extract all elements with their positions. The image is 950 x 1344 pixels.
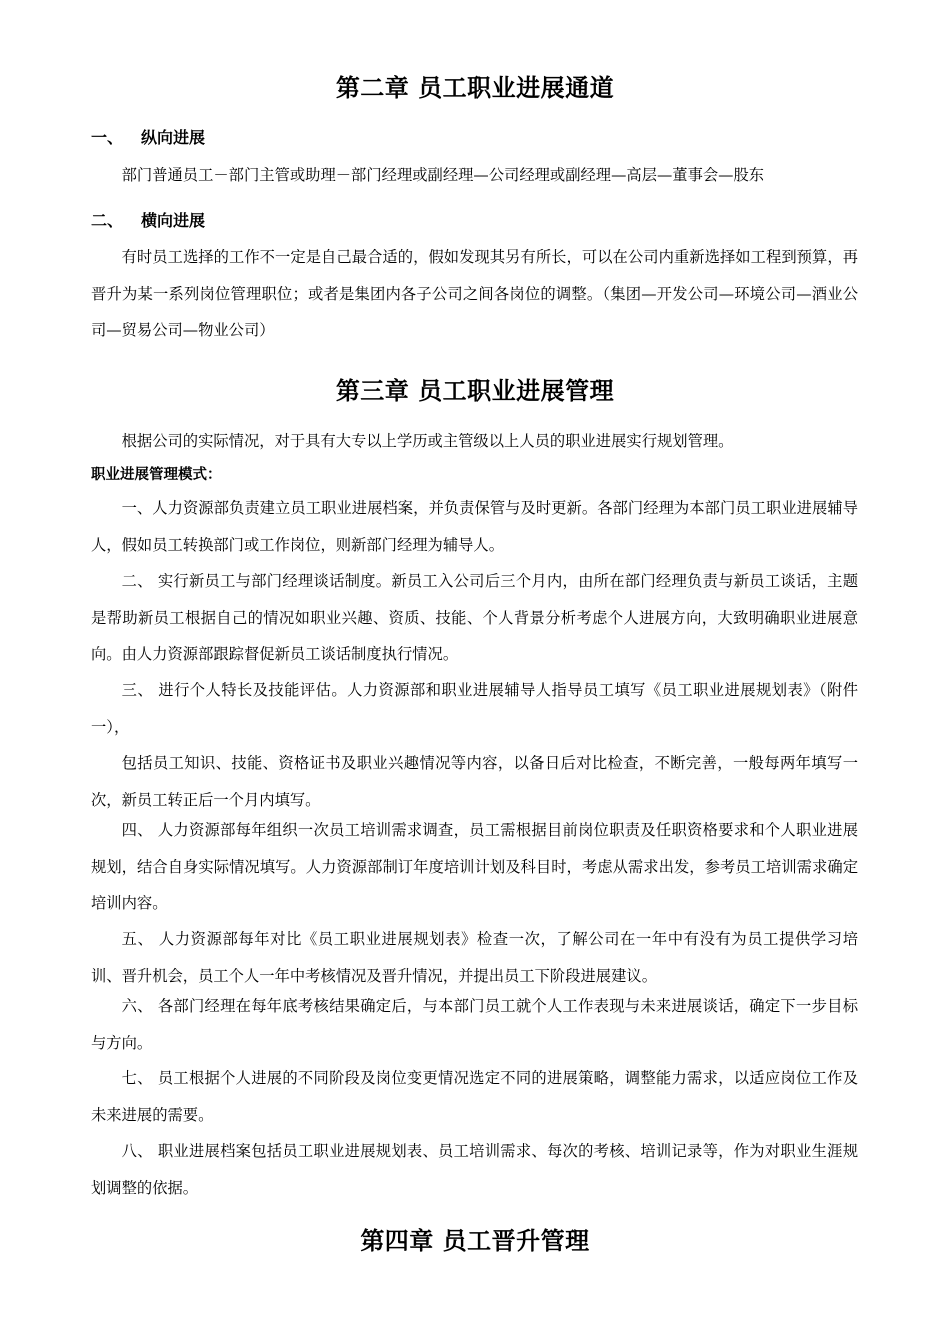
item-8: 八、 职业进展档案包括员工职业进展规划表、员工培训需求、每次的考核、培训记录等，作为对职业生涯规划调整的依据。 [91, 1142, 858, 1197]
section-2-number: 二、 [91, 211, 124, 230]
management-mode-label: 职业进展管理模式： [91, 466, 222, 483]
item-7: 七、 员工根据个人进展的不同阶段及岗位变更情况选定不同的进展策略，调整能力需求，以适应岗位工作及未来进展的需要。 [91, 1069, 858, 1124]
chapter-4-title: 第四章 员工晋升管理 [360, 1226, 590, 1255]
item-5: 五、 人力资源部每年对比《员工职业进展规划表》检查一次，了解公司在一年中有没有为员工提供学习培训、晋升机会，员工个人一年中考核情况及晋升情况，并提出员工下阶段进展建议。 [91, 930, 858, 985]
section-2-text: 有时员工选择的工作不一定是自己最合适的，假如发现其另有所长，可以在公司内重新选择如工程到预算，再晋升为某一系列岗位管理职位；或者是集团内各子公司之间各岗位的调整。（集团—开发公司—环境公司—酒业公司—贸易公司—物业公司） [91, 248, 858, 339]
section-1-heading [91, 127, 205, 149]
section-1-number: 一、 [91, 128, 124, 147]
item-6: 六、 各部门经理在每年底考核结果确定后，与本部门员工就个人工作表现与未来进展谈话，确定下一步目标与方向。 [91, 997, 858, 1052]
section-1-text: 部门普通员工－部门主管或助理－部门经理或副经理—公司经理或副经理—高层—董事会—股东 [121, 166, 765, 184]
item-2: 二、 实行新员工与部门经理谈话制度。新员工入公司后三个月内，由所在部门经理负责与新员工谈话，主题是帮助新员工根据自己的情况如职业兴趣、资质、技能、个人背景分析考虑个人进展方向，大致明确职业进展意向。由人力资源部跟踪督促新员工谈话制度执行情况。 [91, 572, 858, 663]
item-3: 三、 进行个人特长及技能评估。人力资源部和职业进展辅导人指导员工填写《员工职业进展规划表》（附件一）， [91, 681, 858, 736]
chapter-3-intro: 根据公司的实际情况，对于具有大专以上学历或主管级以上人员的职业进展实行规划管理。 [121, 432, 734, 450]
item-1: 一、人力资源部负责建立员工职业进展档案，并负责保管与及时更新。各部门经理为本部门员工职业进展辅导人，假如员工转换部门或工作岗位，则新部门经理为辅导人。 [91, 499, 858, 554]
chapter-2-title: 第二章 员工职业进展通道 [335, 73, 615, 102]
item-3-continued: 包括员工知识、技能、资格证书及职业兴趣情况等内容，以备日后对比检查，不断完善，一般每两年填写一次，新员工转正后一个月内填写。 [91, 754, 858, 809]
section-2-heading [91, 210, 205, 232]
section-2-title: 横向进展 [141, 211, 206, 230]
item-4: 四、 人力资源部每年组织一次员工培训需求调查，员工需根据目前岗位职责及任职资格要求和个人职业进展规划，结合自身实际情况填写。人力资源部制订年度培训计划及科目时，考虑从需求出发，参考员工培训需求确定培训内容。 [91, 821, 858, 912]
section-1-title: 纵向进展 [141, 128, 206, 147]
chapter-3-title: 第三章 员工职业进展管理 [335, 376, 615, 405]
